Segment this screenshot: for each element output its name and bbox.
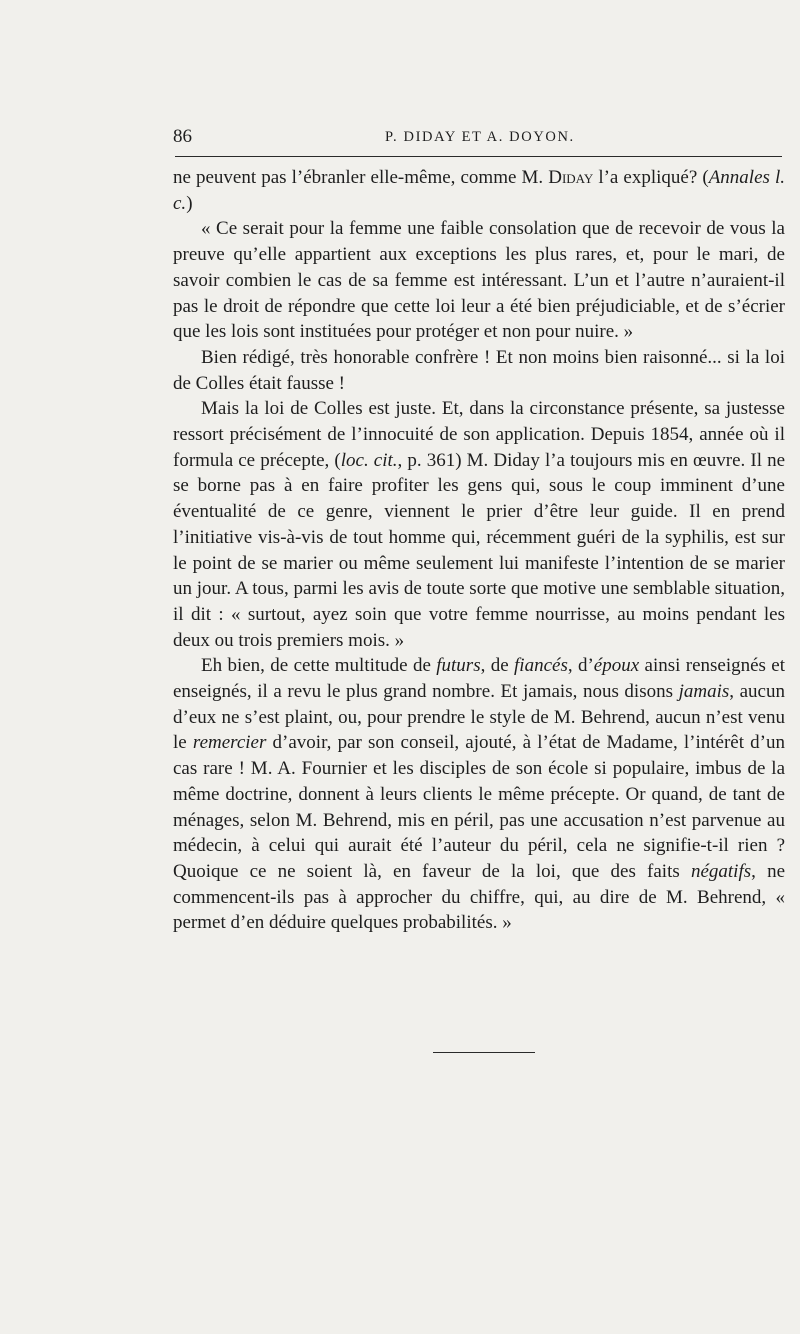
paragraph-2: « Ce serait pour la femme une faible consolation que de recevoir de vous la preuve qu’elle appartient aux exceptions les plus rares, et, pour le mari, de savoir combien le cas de sa femme est intéressant. L’un et l’autre n’auraient-il pas le droit de répondre que cette loi leur a été bien préjudiciable, et de s’écrier que les lois sont instituées pour protéger et non pour nuire. » bbox=[173, 218, 785, 343]
end-rule bbox=[433, 1052, 535, 1053]
citation: loc. cit. bbox=[340, 449, 398, 471]
author-name: Diday bbox=[548, 167, 594, 188]
paragraph-5: Eh bien, de cette multitude de futurs, de fiancés, d’époux ainsi renseignés et enseignés, il a revu le plus grand nombre. Et jamais, nous disons jamais, aucun d’eux ne s’est plaint, ou, pour prendre le style de M. Behrend, aucun n’est venu le remercier d’avoir, par son conseil, ajouté, à l’état de Madame, l’intérêt d’un cas rare ! M. A. Fournier et les disciples de son école si populaire, imbus de la même doctrine, donnent à leurs clients le même précepte. Or quand, de tant de ménages, selon M. Behrend, mis en péril, pas une accusation n’est parvenue au médecin, à celui qui aurait été l’auteur du péril, cela ne signifie-t-il rien ? Quoique ce ne soient là, en faveur de la loi, que des faits négatifs, ne commencent-ils pas à approcher du chiffre, qui, au dire de M. Behrend, « permet d’en déduire quelques probabilités. » bbox=[173, 655, 786, 934]
paragraph-3: Bien rédigé, très honorable confrère ! Et non moins bien raisonné... si la loi de Colles était fausse ! bbox=[173, 346, 785, 394]
page-number: 86 bbox=[173, 126, 192, 147]
citation: Annales l. c. bbox=[173, 167, 785, 214]
paragraph-4: Mais la loi de Colles est juste. Et, dans la circonstance présente, sa justesse ressort précisément de l’innocuité de son application. Depuis 1854, année où il formula ce précepte, (loc. cit., p. 361) M. Diday l’a toujours mis en œuvre. Il ne se borne pas à en faire profiter les gens qui, sous le coup imminent d’une éventualité de ce genre, viennent le prier d’être leur guide. Il en prend l’initiative vis-à-vis de tout homme qui, récemment guéri de la syphilis, est sur le point de se marier ou même seulement lui manifeste l’intention de se marier un jour. A tous, parmi les avis de toute sorte que motive une semblable situation, il dit : « surtout, ayez soin que votre femme nourrisse, au moins pendant les deux ou trois premiers mois. » bbox=[173, 398, 786, 651]
running-head: P. DIDAY ET A. DOYON. bbox=[385, 129, 575, 145]
page-header bbox=[173, 126, 785, 150]
header-rule bbox=[175, 156, 782, 157]
body-text bbox=[173, 165, 785, 936]
paragraph-1: ne peuvent pas l’ébranler elle-même, comme M. Diday l’a expliqué? (Annales l. c.) bbox=[173, 167, 785, 214]
